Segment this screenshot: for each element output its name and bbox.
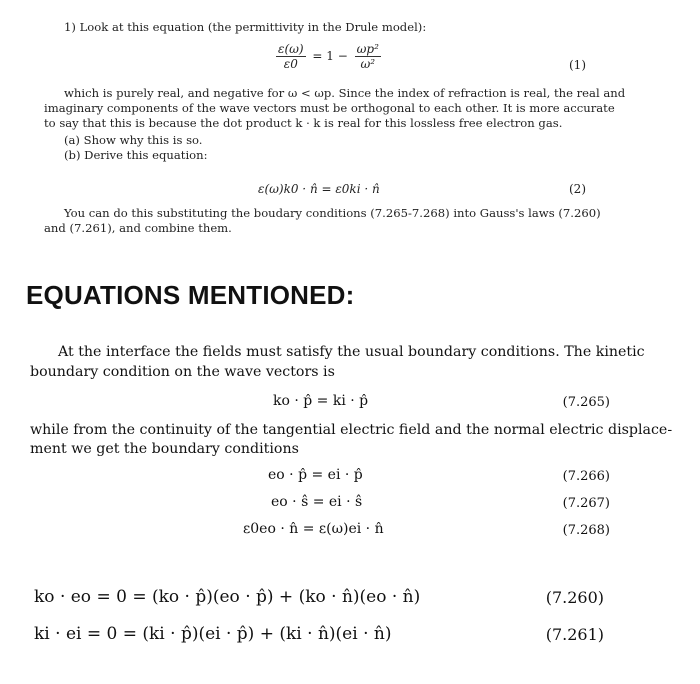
equation-7267: eo · ŝ = ei · ŝ	[271, 494, 363, 510]
equation-7261: ki · ei = 0 = (ki · p̂)(ei · p̂) + (ki · n̂)(ei · n̂)	[34, 624, 392, 644]
part-b: (b) Derive this equation:	[64, 148, 208, 162]
equation-1	[276, 42, 381, 71]
eq-7265-number: (7.265)	[562, 395, 610, 410]
equation-7260: ko · eo = 0 = (ko · p̂)(eo · p̂) + (ko · n̂)(eo · n̂)	[34, 587, 421, 607]
para-line-1: which is purely real, and negative for ω < ωp. Since the index of refraction is real, the real and	[64, 86, 626, 100]
eq1-rhs-fraction	[355, 42, 381, 71]
equation-7266: eo · p̂ = ei · p̂	[268, 467, 363, 483]
eq1-mid: = 1 −	[312, 49, 348, 63]
eq2-number: (2)	[569, 182, 586, 196]
eq-7267-number: (7.267)	[562, 496, 610, 511]
excerpt-line-2: boundary condition on the wave vectors is	[30, 364, 335, 380]
eq1-rhs-num: ωp²	[356, 42, 379, 56]
eq1-rhs-den: ω²	[360, 57, 376, 71]
part-a: (a) Show why this is so.	[64, 133, 203, 147]
eq-7266-number: (7.266)	[562, 469, 610, 484]
eq-7268-number: (7.268)	[562, 523, 610, 538]
equation-7265: ko · p̂ = ki · p̂	[273, 393, 369, 409]
excerpt-line-1: At the interface the fields must satisfy the usual boundary conditions. The kinetic	[58, 344, 645, 360]
section-heading: EQUATIONS MENTIONED:	[26, 280, 355, 310]
problem-intro: 1) Look at this equation (the permittivity in the Drule model):	[64, 20, 427, 34]
excerpt-line-4: ment we get the boundary conditions	[30, 441, 299, 457]
equation-2: ε(ω)k0 · n̂ = ε0ki · n̂	[258, 182, 380, 196]
excerpt-line-3: while from the continuity of the tangential electric field and the normal electric displace-	[30, 422, 673, 438]
eq1-lhs-den: ε0	[283, 57, 298, 71]
para-line-2: imaginary components of the wave vectors must be orthogonal to each other. It is more accurate	[44, 101, 615, 115]
hint-line-1: You can do this substituting the boudary conditions (7.265-7.268) into Gauss's laws (7.260)	[64, 206, 601, 220]
para-line-3: to say that this is because the dot product k · k is real for this lossless free electron gas.	[44, 116, 563, 130]
eq1-lhs-fraction	[276, 42, 306, 71]
hint-line-2: and (7.261), and combine them.	[44, 221, 232, 235]
eq1-lhs-num: ε(ω)	[278, 42, 304, 56]
eq-7260-number: (7.260)	[545, 588, 604, 607]
eq-7261-number: (7.261)	[545, 625, 604, 644]
equation-7268: ε0eo · n̂ = ε(ω)ei · n̂	[243, 521, 384, 537]
eq1-number: (1)	[569, 58, 586, 72]
